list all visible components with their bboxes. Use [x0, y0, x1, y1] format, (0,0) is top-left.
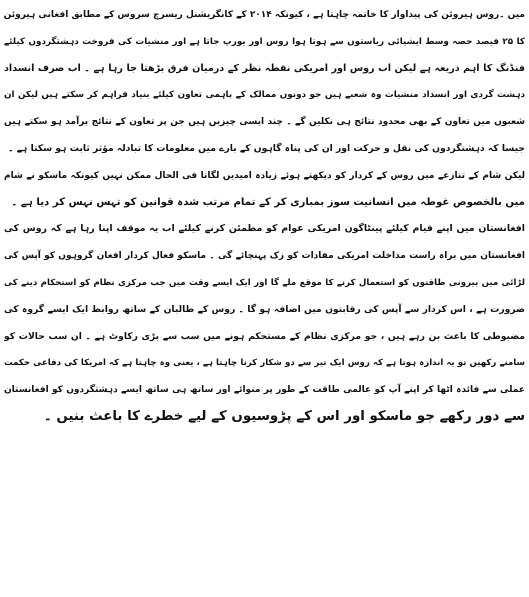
text-line: سامنے رکھیں تو یہ اندازہ ہوتا ہے کہ روس ایک تیر سے دو شکار کرنا چاہتا ہے ، یعنی وہ چاہتا ہے کہ امریکا کی دفاعی حکمت	[4, 358, 525, 369]
text-line: عملی سے فائدہ اٹھا کر اپنے آپ کو عالمی طاقت کے طور پر منوائے اور ساتھ ہی ساتھ ایسے دہشتگردوں کو افغانستان	[4, 385, 525, 396]
text-line: سے دور رکھے جو ماسکو اور اس کے پڑوسیوں کے لیے خطرے کا باعث بنیں ۔	[43, 408, 525, 424]
text-line: مضبوطی کا باعث بن رہے ہیں ، جو مرکزی نظام کے مستحکم ہونے میں سب سے بڑی رکاوٹ ہے ۔ ان سب حالات کو	[4, 330, 525, 342]
text-line: ضرورت ہے ، اس کردار سے آپس کی رقابتوں میں اضافہ ہو گا ۔ روس کے طالبان کے ساتھ روابط ایک ایسے گروہ کی	[4, 303, 525, 315]
text-line: شعبوں میں تعاون کے بھی محدود نتائج ہی نکلیں گے ۔ چند ایسی چیزیں ہیں جن پر تعاون کے نتائج برآمد ہو سکتے ہیں	[4, 117, 525, 128]
text-line: افغانستان میں براہ راست مداخلت امریکی مفادات کو زک پہنچائے گی ۔ ماسکو فعال کردار افغان گروہوں کو آپس کی	[4, 251, 525, 262]
text-line: میں بالخصوص غوطہ میں انسانیت سوز بمباری کر کے تمام مرتب شدہ قوانین کو تہس نہس کر دیا ہے ۔	[11, 196, 525, 208]
text-line: فنڈنگ کا اہم ذریعہ ہے لیکن اب روس اور امریکی نقطہ نظر کے درمیان فرق بڑھتا جا رہا ہے ۔ اب صرف انسداد	[4, 62, 525, 74]
text-line: افغانستان میں اپنے قیام کیلئے پینٹاگون امریکی عوام کو مطمئن کرنے کیلئے اب یہ موقف اپنا رہا ہے کہ روس کی	[4, 223, 525, 235]
text-line: دہشت گردی اور انسداد منشیات وہ شعبے ہیں جو دونوں ممالک کے باہمی تعاون کیلئے بنیاد فراہم کر سکتے ہیں لیکن ان	[4, 90, 525, 101]
text-line: لڑائی میں بیرونی طاقتوں کو استعمال کرنے کا موقع ملے گا اور ایک ایسے وقت میں جب مرکزی نظام کو استحکام دینے کی	[4, 277, 525, 288]
text-line: لیکن شام کے تنازعے میں روس کے کردار کو دیکھتے ہوئے زیادہ امیدیں لگانا فی الحال ممکن نہیں کیونکہ ماسکو نے شام	[4, 170, 525, 181]
text-line: میں ۔روس ہیروئن کی پیداوار کا خاتمہ چاہتا ہے ، کیونکہ ۲۰۱۴ کے کانگریشنل ریسرچ سروس کے مطابق افغانی ہیروئن	[4, 10, 525, 20]
document-page	[4, 2, 525, 595]
text-line: جیسا کہ دہشتگردوں کی نقل و حرکت اور ان کی پناہ گاہوں کے بارے میں معلومات کا تبادلہ مؤثر ثابت ہو سکتا ہے ۔	[8, 142, 525, 154]
paragraph-1	[4, 2, 525, 163]
paragraph-2	[4, 163, 525, 217]
text-line: کا ۲۵ فیصد حصہ وسط ایشیائی ریاستوں سے ہوتا ہوا روس اور یورپ جاتا ہے اور منشیات کی فروخت دہشتگردوں کیلئے	[4, 36, 525, 47]
paragraph-3	[4, 216, 525, 430]
